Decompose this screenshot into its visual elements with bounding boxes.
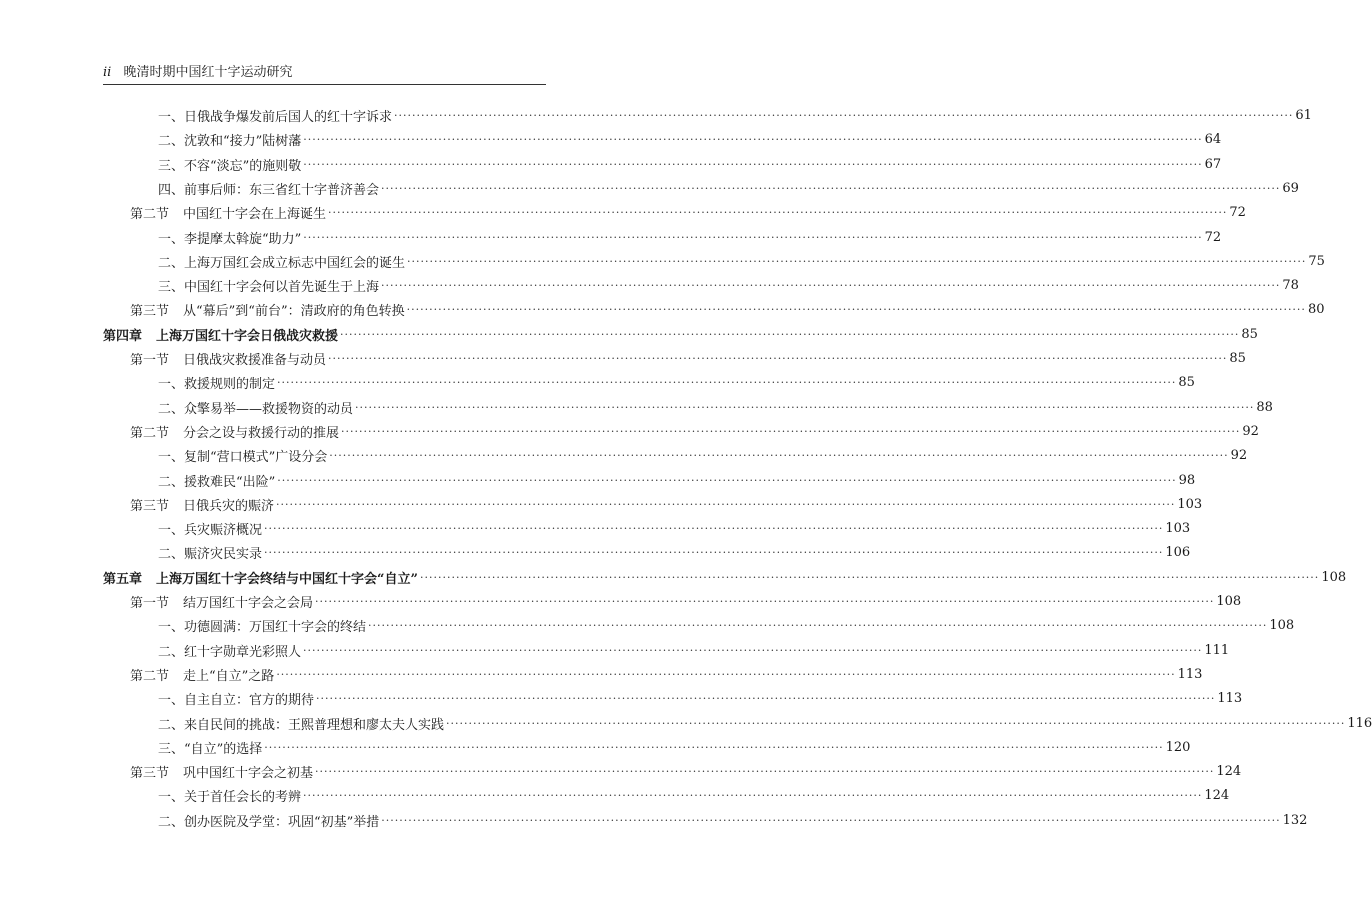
toc-item-row xyxy=(158,686,1243,710)
toc-entry-title xyxy=(158,786,301,805)
toc-section-row xyxy=(130,346,1246,370)
toc-entry-title xyxy=(130,592,313,611)
toc-entry-text: 二、创办医院及学堂：巩固“初基”举措 xyxy=(158,814,380,830)
toc-entry-text: 结万国红十字会之会局 xyxy=(183,595,314,611)
toc-page-number: 124 xyxy=(1204,787,1230,803)
toc-item-row xyxy=(158,395,1273,419)
toc-page-number: 106 xyxy=(1165,544,1191,560)
toc-page-number: 85 xyxy=(1178,374,1195,390)
toc-chapter-row xyxy=(103,565,1347,589)
toc-entry-label: 第二节 xyxy=(130,668,170,684)
toc-leader-dots: ········································································································································································································ xyxy=(316,691,1216,705)
toc-leader-dots: ········································································································································································································ xyxy=(264,545,1164,559)
toc-leader-dots: ········································································································································································································ xyxy=(264,740,1164,754)
toc-page-number: 132 xyxy=(1282,812,1308,828)
toc-entry-text: 三、不容“淡忘”的施则敬 xyxy=(158,158,302,174)
toc-section-row xyxy=(130,200,1246,224)
toc-entry-title xyxy=(158,641,301,660)
toc-item-row xyxy=(158,273,1299,297)
toc-leader-dots: ········································································································································································································ xyxy=(277,375,1177,389)
toc-entry-title xyxy=(158,252,405,271)
toc-entry-title xyxy=(158,543,262,562)
toc-leader-dots: ········································································································································································································ xyxy=(276,667,1176,681)
toc-page-number: 80 xyxy=(1307,301,1325,317)
toc-entry-text: 二、上海万国红会成立标志中国红会的诞生 xyxy=(158,255,406,271)
toc-entry-title xyxy=(158,446,327,465)
toc-section-row xyxy=(130,589,1242,613)
toc-leader-dots: ········································································································································································································ xyxy=(315,764,1215,778)
toc-entry-text: 二、红十字勋章光彩照人 xyxy=(158,644,302,660)
toc-item-row xyxy=(158,225,1222,249)
toc-item-row xyxy=(158,711,1372,735)
toc-entry-text: 一、日俄战争爆发前后国人的红十字诉求 xyxy=(158,109,393,125)
toc-entry-title xyxy=(130,665,274,684)
toc-entry-text: 一、兵灾赈济概况 xyxy=(158,522,263,538)
toc-leader-dots: ········································································································································································································ xyxy=(381,813,1281,827)
toc-entry-label: 第四章 xyxy=(103,328,143,344)
toc-item-row xyxy=(158,468,1196,492)
toc-entry-title xyxy=(130,762,313,781)
toc-page-number: 111 xyxy=(1204,642,1230,658)
book-title: 晚清时期中国红十字运动研究 xyxy=(123,65,293,80)
toc-leader-dots: ········································································································································································································ xyxy=(406,302,1306,316)
toc-page-number: 98 xyxy=(1178,472,1196,488)
header-rule xyxy=(103,84,546,85)
running-header xyxy=(103,62,546,84)
toc-entry-text: 日俄兵灾的赈济 xyxy=(183,498,275,514)
toc-item-row xyxy=(158,176,1299,200)
toc-entry-title xyxy=(158,714,444,733)
toc-entry-label: 第一节 xyxy=(130,352,170,368)
toc-leader-dots: ········································································································································································································ xyxy=(368,618,1268,632)
toc-page-number: 85 xyxy=(1229,350,1246,366)
toc-section-row xyxy=(130,662,1203,686)
toc-page-number: 124 xyxy=(1216,763,1242,779)
toc-entry-text: 上海万国红十字会日俄战灾救援 xyxy=(156,328,339,344)
toc-item-row xyxy=(158,613,1295,637)
toc-item-row xyxy=(158,103,1312,127)
toc-item-row xyxy=(158,152,1222,176)
toc-leader-dots: ········································································································································································································ xyxy=(419,570,1320,584)
toc-leader-dots: ········································································································································································································ xyxy=(355,400,1255,414)
toc-leader-dots: ········································································································································································································ xyxy=(303,643,1203,657)
toc-entry-label: 第一节 xyxy=(130,595,170,611)
toc-section-row xyxy=(130,492,1203,516)
toc-item-row xyxy=(158,516,1191,540)
toc-entry-text: 二、沈敦和“接力”陆树藩 xyxy=(158,133,302,149)
toc-page-number: 120 xyxy=(1165,739,1191,755)
toc-entry-text: 一、自主自立：官方的期待 xyxy=(158,692,315,708)
toc-entry-title xyxy=(158,738,262,757)
toc-page-number: 92 xyxy=(1230,447,1248,463)
toc-entry-text: 一、救援规则的制定 xyxy=(158,376,276,392)
toc-entry-title xyxy=(158,616,366,635)
toc-chapter-row xyxy=(103,322,1258,346)
toc-entry-label: 第三节 xyxy=(130,303,170,319)
toc-section-row xyxy=(130,297,1325,321)
toc-page-number: 75 xyxy=(1308,253,1325,269)
toc-entry-text: 三、“自立”的选择 xyxy=(158,741,263,757)
toc-leader-dots: ········································································································································································································ xyxy=(381,278,1281,292)
toc-item-row xyxy=(158,783,1230,807)
toc-leader-dots: ········································································································································································································ xyxy=(446,716,1346,730)
toc-entry-title xyxy=(130,422,339,441)
toc-entry-text: 分会之设与救援行动的推展 xyxy=(183,425,340,441)
toc-entry-title xyxy=(158,228,301,247)
toc-entry-title xyxy=(158,471,275,490)
toc-page-number: 88 xyxy=(1256,399,1273,415)
toc-leader-dots: ········································································································································································································ xyxy=(328,351,1228,365)
toc-entry-label: 第三节 xyxy=(130,498,170,514)
toc-entry-text: 三、中国红十字会何以首先诞生于上海 xyxy=(158,279,380,295)
toc-entry-label: 第二节 xyxy=(130,425,170,441)
toc-section-row xyxy=(130,759,1242,783)
toc-page-number: 64 xyxy=(1204,131,1222,147)
toc-leader-dots: ········································································································································································································ xyxy=(341,424,1241,438)
toc-page-number: 67 xyxy=(1204,156,1222,172)
toc-item-row xyxy=(158,127,1222,151)
toc-entry-title xyxy=(130,300,405,319)
toc-leader-dots: ········································································································································································································ xyxy=(407,254,1307,268)
toc-leader-dots: ········································································································································································································ xyxy=(381,181,1281,195)
toc-item-row xyxy=(158,638,1230,662)
toc-entry-text: 一、复制“营口模式”广设分会 xyxy=(158,449,328,465)
toc-entry-title xyxy=(158,811,379,830)
toc-page-number: 103 xyxy=(1177,496,1203,512)
toc-page-number: 61 xyxy=(1295,107,1312,123)
toc-entry-text: 四、前事后师：东三省红十字普济善会 xyxy=(158,182,380,198)
toc-item-row xyxy=(158,443,1248,467)
toc-entry-title xyxy=(130,495,274,514)
toc-entry-text: 中国红十字会在上海诞生 xyxy=(183,206,327,222)
toc-entry-title xyxy=(158,398,353,417)
toc-entry-text: 巩中国红十字会之初基 xyxy=(183,765,314,781)
toc-leader-dots: ········································································································································································································ xyxy=(328,205,1228,219)
toc-entry-text: 一、关于首任会长的考辨 xyxy=(158,789,302,805)
toc-entry-title xyxy=(158,689,314,708)
toc-entry-title xyxy=(103,568,418,587)
toc-entry-text: 从“幕后”到“前台”：清政府的角色转换 xyxy=(183,303,405,319)
toc-leader-dots: ········································································································································································································ xyxy=(303,230,1203,244)
toc-page-number: 108 xyxy=(1269,617,1295,633)
toc-entry-text: 一、李提摩太斡旋“助力” xyxy=(158,231,302,247)
toc-page-number: 103 xyxy=(1165,520,1191,536)
toc-leader-dots: ········································································································································································································ xyxy=(340,327,1240,341)
toc-entry-text: 一、功德圆满：万国红十字会的终结 xyxy=(158,619,367,635)
toc-entry-text: 二、众擎易举——救援物资的动员 xyxy=(158,401,354,417)
toc-leader-dots: ········································································································································································································ xyxy=(277,473,1177,487)
toc-leader-dots: ········································································································································································································ xyxy=(276,497,1176,511)
toc-entry-title xyxy=(158,155,301,174)
toc-page-number: 108 xyxy=(1321,569,1347,585)
toc-entry-text: 二、援救难民“出险” xyxy=(158,474,276,490)
toc-item-row xyxy=(158,808,1308,832)
toc-leader-dots: ········································································································································································································ xyxy=(394,108,1294,122)
toc-entry-text: 二、来自民间的挑战：王熙普理想和廖太夫人实践 xyxy=(158,717,445,733)
toc-entry-title xyxy=(158,179,379,198)
toc-page-number: 69 xyxy=(1282,180,1299,196)
toc-entry-title xyxy=(103,325,338,344)
toc-entry-text: 日俄战灾救援准备与动员 xyxy=(183,352,327,368)
toc-page-number: 85 xyxy=(1241,326,1258,342)
toc-entry-label: 第三节 xyxy=(130,765,170,781)
toc-leader-dots: ········································································································································································································ xyxy=(315,594,1215,608)
toc-entry-title xyxy=(158,276,379,295)
toc-page-number: 72 xyxy=(1204,229,1222,245)
toc-page-number: 72 xyxy=(1229,204,1246,220)
toc-entry-text: 上海万国红十字会终结与中国红十字会“自立” xyxy=(156,571,418,587)
toc-leader-dots: ········································································································································································································ xyxy=(303,157,1203,171)
page-folio: ii xyxy=(103,65,112,80)
toc-entry-label: 第五章 xyxy=(103,571,143,587)
toc-item-row xyxy=(158,370,1195,394)
toc-item-row xyxy=(158,735,1191,759)
toc-page-number: 108 xyxy=(1216,593,1242,609)
toc-entry-label: 第二节 xyxy=(130,206,170,222)
toc-entry-text: 二、赈济灾民实录 xyxy=(158,546,263,562)
toc-entry-title xyxy=(158,130,301,149)
toc-entry-text: 走上“自立”之路 xyxy=(183,668,275,684)
toc-entry-title xyxy=(130,203,326,222)
toc-leader-dots: ········································································································································································································ xyxy=(329,448,1229,462)
toc-item-row xyxy=(158,540,1191,564)
toc-leader-dots: ········································································································································································································ xyxy=(303,788,1203,802)
toc-entry-title xyxy=(130,349,326,368)
toc-page-number: 116 xyxy=(1347,715,1372,731)
toc-entry-title xyxy=(158,519,262,538)
toc-page-number: 113 xyxy=(1217,690,1243,706)
toc-page-number: 78 xyxy=(1282,277,1299,293)
toc-entry-title xyxy=(158,106,392,125)
toc-section-row xyxy=(130,419,1259,443)
toc-entry-title xyxy=(158,373,275,392)
toc-page-number: 113 xyxy=(1177,666,1203,682)
toc-page-number: 92 xyxy=(1242,423,1259,439)
toc-item-row xyxy=(158,249,1325,273)
toc-leader-dots: ········································································································································································································ xyxy=(303,132,1203,146)
toc-leader-dots: ········································································································································································································ xyxy=(264,521,1164,535)
